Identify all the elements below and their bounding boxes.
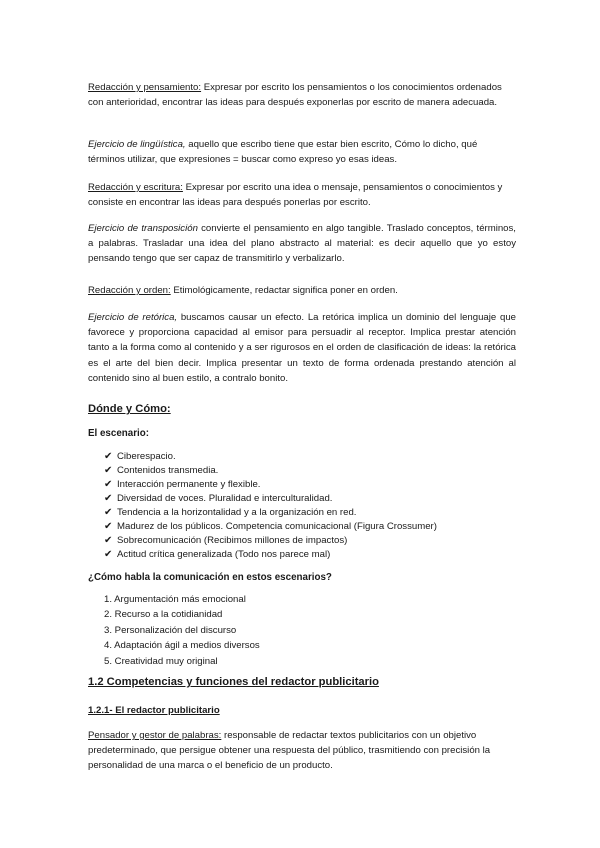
term: Pensador y gestor de palabras: [88,730,222,741]
paragraph-ejercicio-transposicion [88,221,516,267]
paragraph-text: convierte el pensamiento en algo tangible. Traslado conceptos, términos, a palabras. Trasladar una idea del plano abstracto al material: es decir aquello que yo estoy pensando tengo que ser capaz de transmitirlo y verbalizarlo. [88,223,516,265]
question-heading: ¿Cómo habla la comunicación en estos escenarios? [88,572,332,583]
paragraph-text: Etimológicamente, redactar significa poner en orden. [170,285,398,296]
check-icon: ✔ [104,465,113,476]
paragraph-ejercicio-retorica [88,310,516,386]
paragraph-redaccion-escritura [88,180,516,210]
check-icon: ✔ [104,493,113,504]
heading-competencias: 1.2 Competencias y funciones del redactor publicitario [88,676,379,688]
term: Ejercicio de lingüística, [88,139,186,150]
term: Redacción y orden: [88,285,171,296]
paragraph-redaccion-pensamiento [88,80,516,110]
term: Redacción y escritura: [88,182,183,193]
list-item: 3. Personalización del discurso [104,624,237,636]
term: Redacción y pensamiento: [88,82,202,93]
list-item: ✔ Diversidad de voces. Pluralidad e interculturalidad. [104,493,333,504]
check-icon: ✔ [104,535,113,546]
paragraph-pensador-gestor [88,728,516,774]
paragraph-text: Expresar por escrito una idea o mensaje, pensamientos o conocimientos y consiste en encontrar las ideas para después ponerlas por escrito. [88,182,503,209]
list-item: 2. Recurso a la cotidianidad [104,609,223,621]
paragraph-text: aquello que escribo tiene que estar bien escrito, Cómo lo dicho, qué términos utilizar, que expresiones = buscar como expreso yo esas ideas. [88,139,478,166]
list-item: ✔ Sobrecomunicación (Recibimos millones de impactos) [104,535,348,546]
list-item: 1. Argumentación más emocional [104,594,246,605]
list-item: ✔ Ciberespacio. [104,451,176,462]
check-icon: ✔ [104,451,113,462]
term: Ejercicio de retórica, [88,312,178,323]
paragraph-text: Expresar por escrito los pensamientos o los conocimientos ordenados con anterioridad, encontrar las ideas para después exponerlas por escrito de manera adecuada. [88,82,502,109]
escenario-label: El escenario: [88,428,149,439]
heading-donde-como: Dónde y Cómo: [88,403,171,415]
list-item: ✔ Interacción permanente y flexible. [104,479,261,490]
paragraph-text: buscamos causar un efecto. La retórica implica un dominio del lenguaje que favorece y proporciona capacidad al emisor para persuadir al receptor. Implica prestar atención tanto a la forma como al contenido y a ser rigurosos en el orden de clasificación de ideas: la retórica es el arte del bien decir. Implica presentar un texto de forma ordenada prestando atención al contenido sino al buen estilo, a contralo bonito. [88,312,516,384]
list-item: ✔ Madurez de los públicos. Competencia comunicacional (Figura Crossumer) [104,521,437,532]
list-item: 5. Creatividad muy original [104,655,218,667]
paragraph-redaccion-orden [88,283,516,298]
subheading-redactor: 1.2.1- El redactor publicitario [88,705,220,716]
check-icon: ✔ [104,479,113,490]
list-item: 4. Adaptación ágil a medios diversos [104,640,260,652]
list-item: ✔ Actitud crítica generalizada (Todo nos parece mal) [104,549,331,560]
escenario-checklist [104,450,437,562]
list-item: ✔ Tendencia a la horizontalidad y a la organización en red. [104,507,357,518]
check-icon: ✔ [104,549,113,560]
check-icon: ✔ [104,521,113,532]
paragraph-ejercicio-linguistica [88,137,516,167]
term: Ejercicio de transposición [88,223,198,234]
numbered-list [104,592,260,669]
paragraph-text: responsable de redactar textos publicitarios con un objetivo predeterminado, que persigue obtener una respuesta del público, trasmitiendo con precisión la personalidad de una marca o el beneficio de un producto. [88,730,491,772]
list-item: ✔ Contenidos transmedia. [104,465,219,476]
check-icon: ✔ [104,507,113,518]
